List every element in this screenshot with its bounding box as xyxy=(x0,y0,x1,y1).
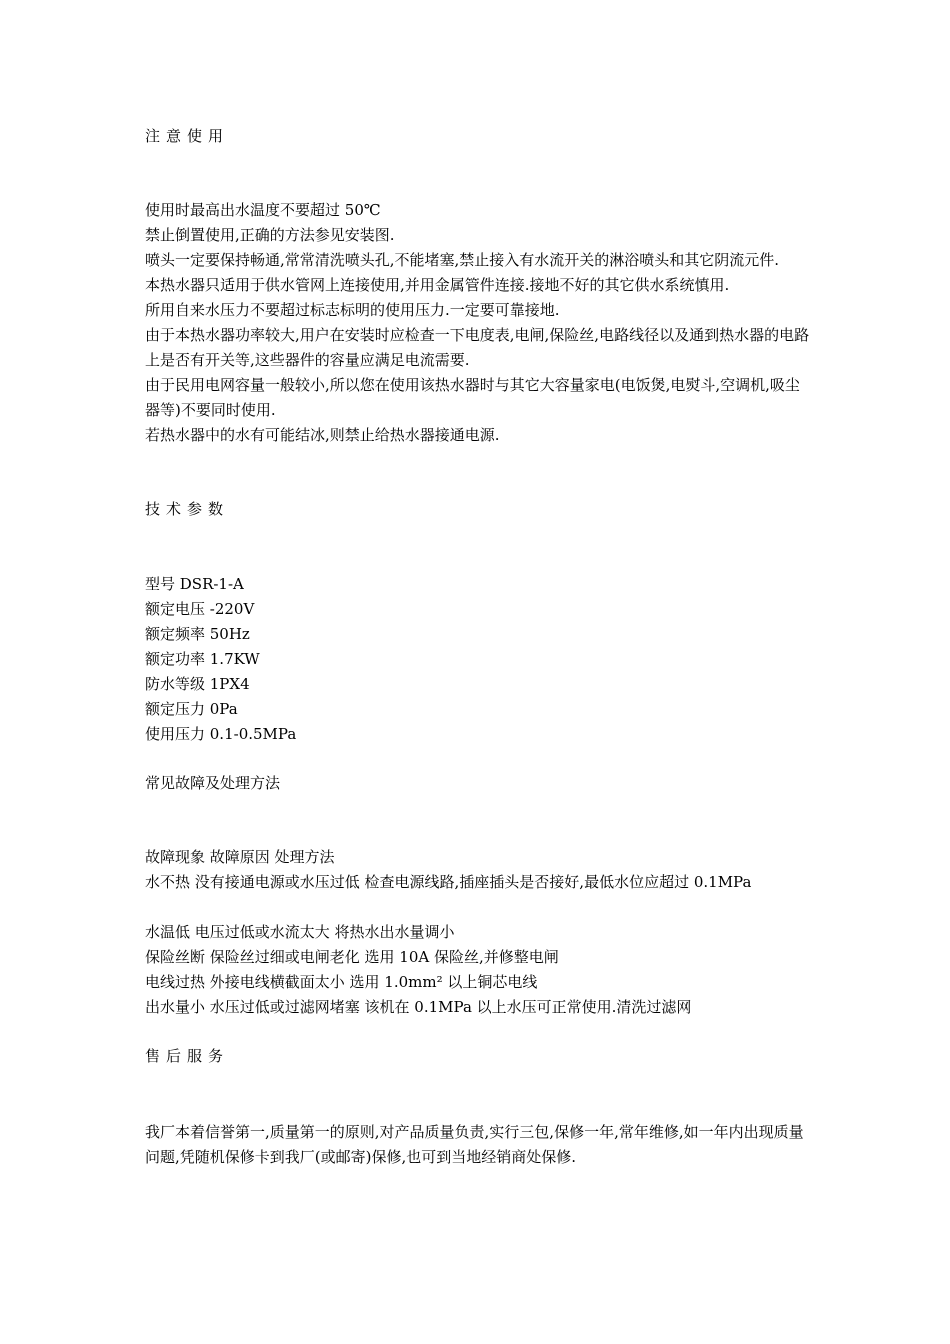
spec-item: 额定频率 50Hz xyxy=(145,625,250,643)
notice-item: 本热水器只适用于供水管网上连接使用,并用金属管件连接.接地不好的其它供水系统慎用. xyxy=(145,276,730,294)
notice-item: 喷头一定要保持畅通,常常清洗喷头孔,不能堵塞,禁止接入有水流开关的淋浴喷头和其它阴流元件. xyxy=(145,251,780,269)
notice-item: 使用时最高出水温度不要超过 50℃ xyxy=(145,201,381,219)
faults-spacer xyxy=(145,895,810,920)
faults-row: 保险丝断 保险丝过细或电闸老化 选用 10A 保险丝,并修整电闸 xyxy=(145,948,559,966)
faults-row: 水温低 电压过低或水流太大 将热水出水量调小 xyxy=(145,923,455,941)
service-text xyxy=(145,1120,810,1170)
faults-header-row: 故障现象 故障原因 处理方法 xyxy=(145,848,335,866)
notice-item: 由于本热水器功率较大,用户在安装时应检查一下电度表,电闸,保险丝,电路线径以及通到热水器的电路上是否有开关等,这些器件的容量应满足电流需要. xyxy=(145,326,810,369)
notice-item: 由于民用电网容量一般较小,所以您在使用该热水器时与其它大容量家电(电饭煲,电熨斗,空调机,吸尘器等)不要同时使用. xyxy=(145,376,800,419)
section-title-specs: 技术参数 xyxy=(145,500,230,518)
specs-list xyxy=(145,572,810,747)
faults-row: 水不热 没有接通电源或水压过低 检查电源线路,插座插头是否接好,最低水位应超过 0.1MPa xyxy=(145,873,752,891)
spec-item: 使用压力 0.1-0.5MPa xyxy=(145,725,297,743)
faults-row: 电线过热 外接电线横截面太小 选用 1.0mm² 以上铜芯电线 xyxy=(145,973,538,991)
service-paragraph: 我厂本着信誉第一,质量第一的原则,对产品质量负责,实行三包,保修一年,常年维修,如一年内出现质量问题,凭随机保修卡到我厂(或邮寄)保修,也可到当地经销商处保修. xyxy=(145,1123,804,1166)
faults-table xyxy=(145,845,810,1020)
spec-item: 额定功率 1.7KW xyxy=(145,650,260,668)
notice-list xyxy=(145,198,810,448)
section-title-service: 售后服务 xyxy=(145,1047,230,1065)
spec-item: 额定电压 -220V xyxy=(145,600,255,618)
faults-row: 出水量小 水压过低或过滤网堵塞 该机在 0.1MPa 以上水压可正常使用.清洗过滤网 xyxy=(145,998,692,1016)
notice-item: 所用自来水压力不要超过标志标明的使用压力.一定要可靠接地. xyxy=(145,301,560,319)
section-title-faults: 常见故障及处理方法 xyxy=(145,774,281,792)
notice-item: 禁止倒置使用,正确的方法参见安装图. xyxy=(145,226,395,244)
section-title-notice: 注意使用 xyxy=(145,127,230,145)
notice-item: 若热水器中的水有可能结冰,则禁止给热水器接通电源. xyxy=(145,426,500,444)
spec-item: 额定压力 0Pa xyxy=(145,700,238,718)
spec-item: 型号 DSR-1-A xyxy=(145,575,244,593)
spec-item: 防水等级 1PX4 xyxy=(145,675,250,693)
